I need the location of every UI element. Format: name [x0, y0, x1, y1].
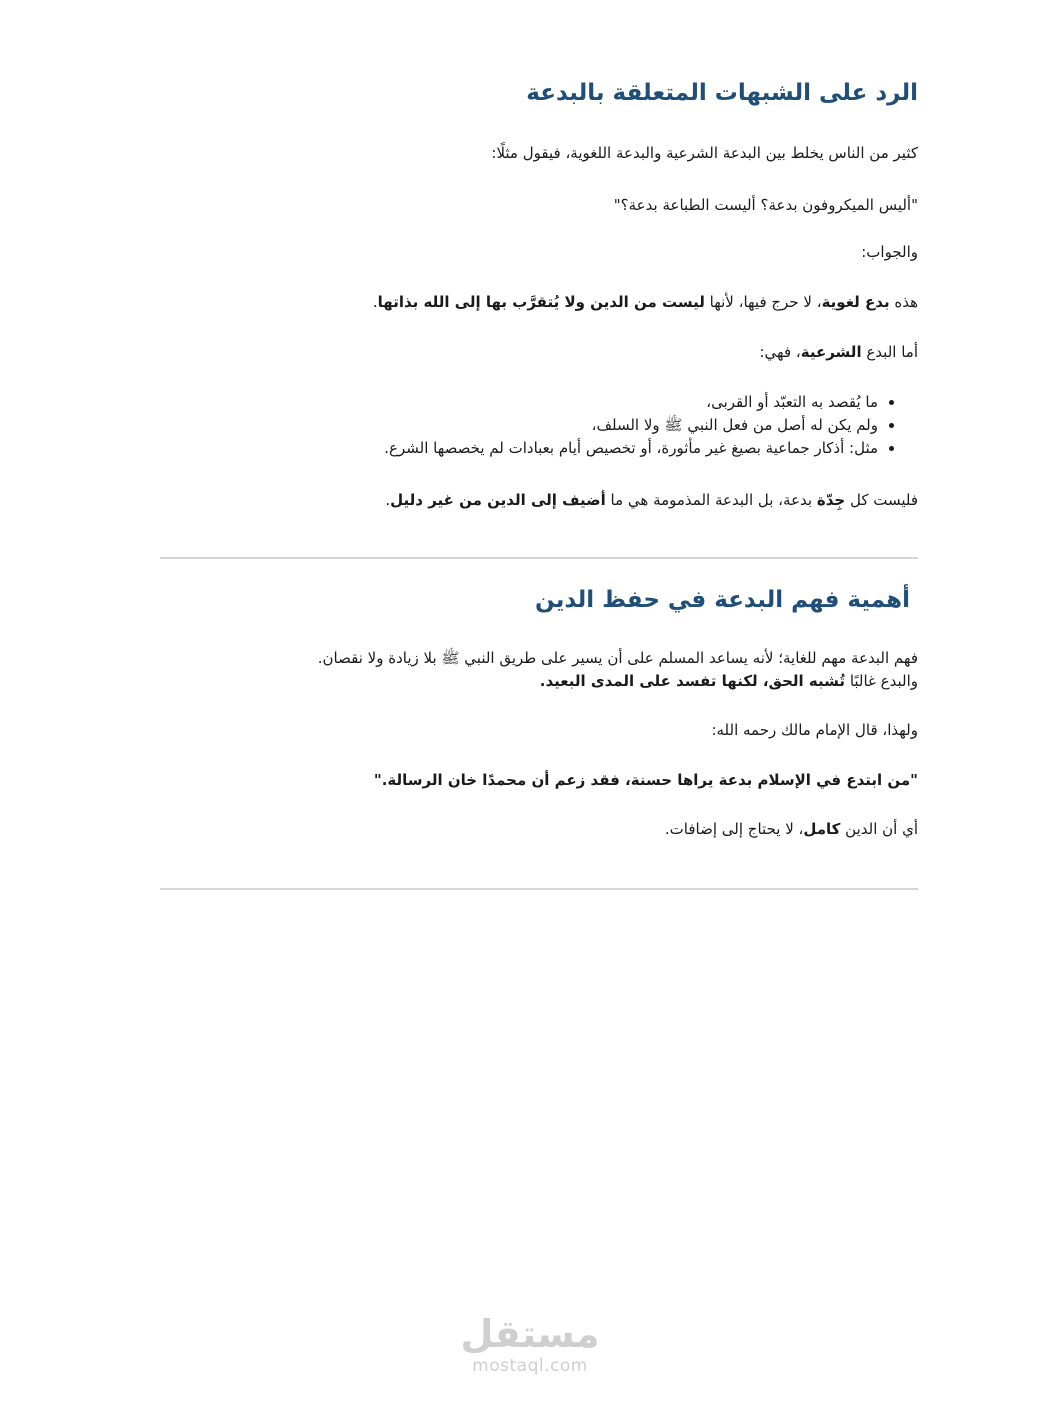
list-item: • مثل: أذكار جماعية بصيغ غير مأثورة، أو تخصيص أيام بعبادات لم يخصصها الشرع.: [160, 437, 878, 460]
list-item: • ولم يكن له أصل من فعل النبي ﷺ ولا السلف،: [160, 414, 878, 437]
watermark-arabic: مستقل: [460, 1312, 600, 1356]
section-divider: [160, 888, 918, 890]
section1-paragraph-1: كثير من الناس يخلط بين البدعة الشرعية والبدعة اللغوية، فيقول مثلًا:: [491, 144, 918, 162]
watermark-latin: mostaql.com: [472, 1356, 588, 1376]
section2-paragraph-1-line-1: فهم البدعة مهم للغاية؛ لأنه يساعد المسلم على أن يسير على طريق النبي ﷺ بلا زيادة ولا نقصان.: [317, 649, 918, 667]
section1-conclusion: فليست كل جِدّة بدعة، بل البدعة المذمومة هي ما أضيف إلى الدين من غير دليل.: [385, 491, 918, 509]
section1-quote: "أليس الميكروفون بدعة؟ أليست الطباعة بدعة؟": [613, 196, 918, 214]
section2-quote-intro: ولهذا، قال الإمام مالك رحمه الله:: [711, 721, 918, 739]
section2-title: أهمية فهم البدعة في حفظ الدين: [535, 587, 910, 613]
section1-bullet-list: [160, 391, 918, 460]
section2-paragraph-1-line-2: والبدع غالبًا تُشبه الحق، لكنها تفسد على المدى البعيد.: [539, 672, 918, 690]
section-divider: [160, 557, 918, 559]
section1-paragraph-linguistic: هذه بدع لغوية، لا حرج فيها، لأنها ليست من الدين ولا يُتقرَّب بها إلى الله بذاتها.: [372, 293, 918, 311]
section1-title: الرد على الشبهات المتعلقة بالبدعة: [526, 80, 918, 106]
section2-conclusion: أي أن الدين كامل، لا يحتاج إلى إضافات.: [664, 820, 918, 838]
section1-paragraph-legal: أما البدع الشرعية، فهي:: [759, 343, 918, 361]
list-item: • ما يُقصد به التعبّد أو القربى،: [160, 391, 878, 414]
section1-answer-label: والجواب:: [861, 243, 918, 261]
section2-imam-malik-quote: "من ابتدع في الإسلام بدعة يراها حسنة، فقد زعم أن محمدًا خان الرسالة.": [373, 771, 918, 789]
mostaql-watermark: [430, 1312, 630, 1376]
